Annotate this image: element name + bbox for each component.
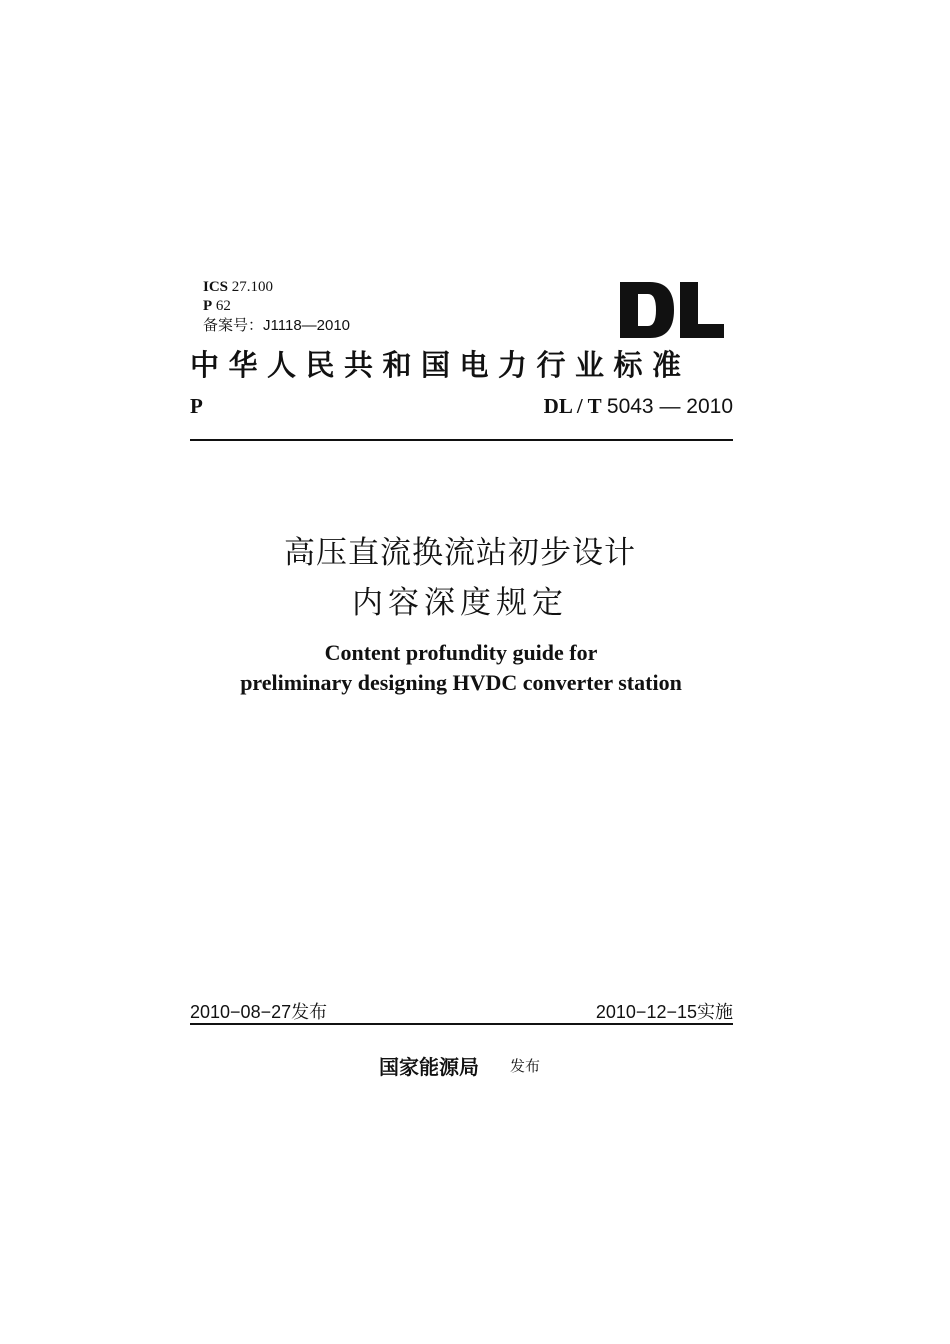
top-divider (190, 439, 733, 441)
title-en-line1: Content profundity guide for (324, 640, 598, 665)
title-cn-line1: 高压直流换流站初步设计 (284, 535, 636, 571)
bottom-divider (190, 1023, 733, 1025)
title-en-line2: preliminary designing HVDC converter station (240, 670, 682, 695)
ics-code: ICS 27.100 (203, 279, 274, 295)
org-title: 中华人民共和国电力行业标准 (190, 348, 691, 382)
title-cn-line2: 内容深度规定 (352, 585, 568, 621)
dl-logo (616, 282, 726, 338)
publisher-name: 国家能源局 (379, 1055, 479, 1079)
publish-label: 发布 (510, 1057, 541, 1075)
record-number: 备案号：J1118—2010 (203, 317, 351, 334)
classification-code: P (190, 394, 203, 418)
p-code: P 62 (203, 298, 231, 314)
implementation-date: 2010−12−15实施 (595, 1002, 733, 1022)
issue-date: 2010−08−27发布 (190, 1002, 328, 1022)
standard-number: DL / T 5043 — 2010 (543, 394, 733, 418)
